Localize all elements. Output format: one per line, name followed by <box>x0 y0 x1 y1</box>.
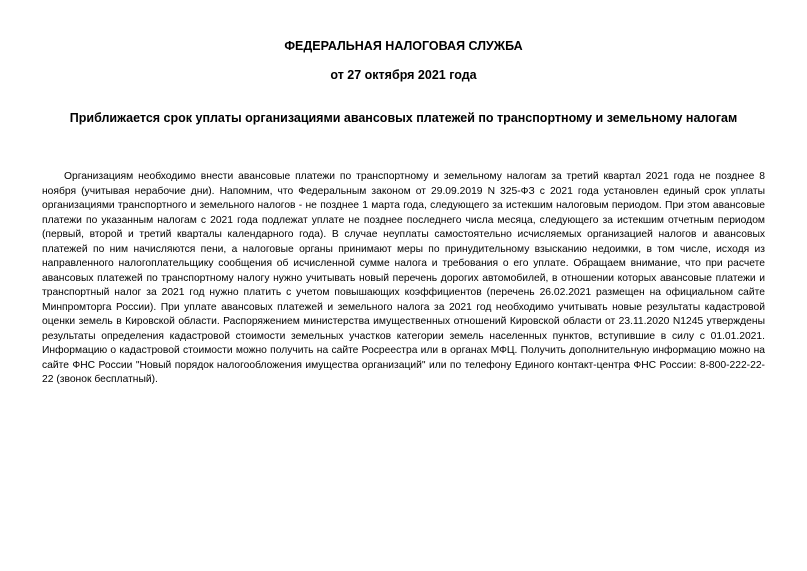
organization-title: ФЕДЕРАЛЬНАЯ НАЛОГОВАЯ СЛУЖБА <box>284 39 523 53</box>
document-date: от 27 октября 2021 года <box>330 68 477 82</box>
document-headline: Приближается срок уплаты организациями авансовых платежей по транспортному и земельному налогам <box>69 111 738 125</box>
body-paragraph: Организациям необходимо внести авансовые платежи по транспортному и земельному налогам за третий квартал 2021 года не позднее 8 ноября (учитывая нерабочие дни). Напомним, что Федеральным законом от 29.09.2019 N 325-ФЗ с 2021 года установлен единый срок уплаты организациями транспортного и земельного налогов - не позднее 1 марта года, следующего за истекшим налоговым периодом. При этом авансовые платежи по указанным налогам с 2021 года подлежат уплате не позднее последнего числа месяца, следующего за истекшим отчетным периодом (первый, второй и третий кварталы календарного года). В случае неуплаты самостоятельно исчисляемых организацией налогов и авансовых платежей по ним начисляются пени, а налоговые органы принимают меры по принудительному взысканию недоимки, в том числе, исходя из направленного налогоплательщику сообщения об исчисленной сумме налога и требования о его уплате. Обращаем внимание, что при расчете авансовых платежей по транспортному налогу нужно учитывать новый перечень дорогих автомобилей, в отношении которых авансовые платежи и транспортный налог за 2021 год нужно платить с учетом повышающих коэффициентов (перечень 26.02.2021 размещен на официальном сайте Минпромторга России). При уплате авансовых платежей и земельного налога за 2021 год необходимо учитывать новые результаты кадастровой оценки земель в Кировской области. Распоряжением министерства имущественных отношений Кировской области от 23.11.2020 N1245 утверждены результаты определения кадастровой стоимости земельных участков категории земель населенных пунктов, вступившие в силу с 01.01.2021. Информацию о кадастровой стоимости можно получить на сайте Росреестра или в органах МФЦ. Получить дополнительную информацию можно на сайте ФНС России "Новый порядок налогообложения имущества организаций" или по телефону Единого контакт-центра ФНС России: 8-800-222-22-22 (звонок бесплатный). <box>42 171 765 385</box>
